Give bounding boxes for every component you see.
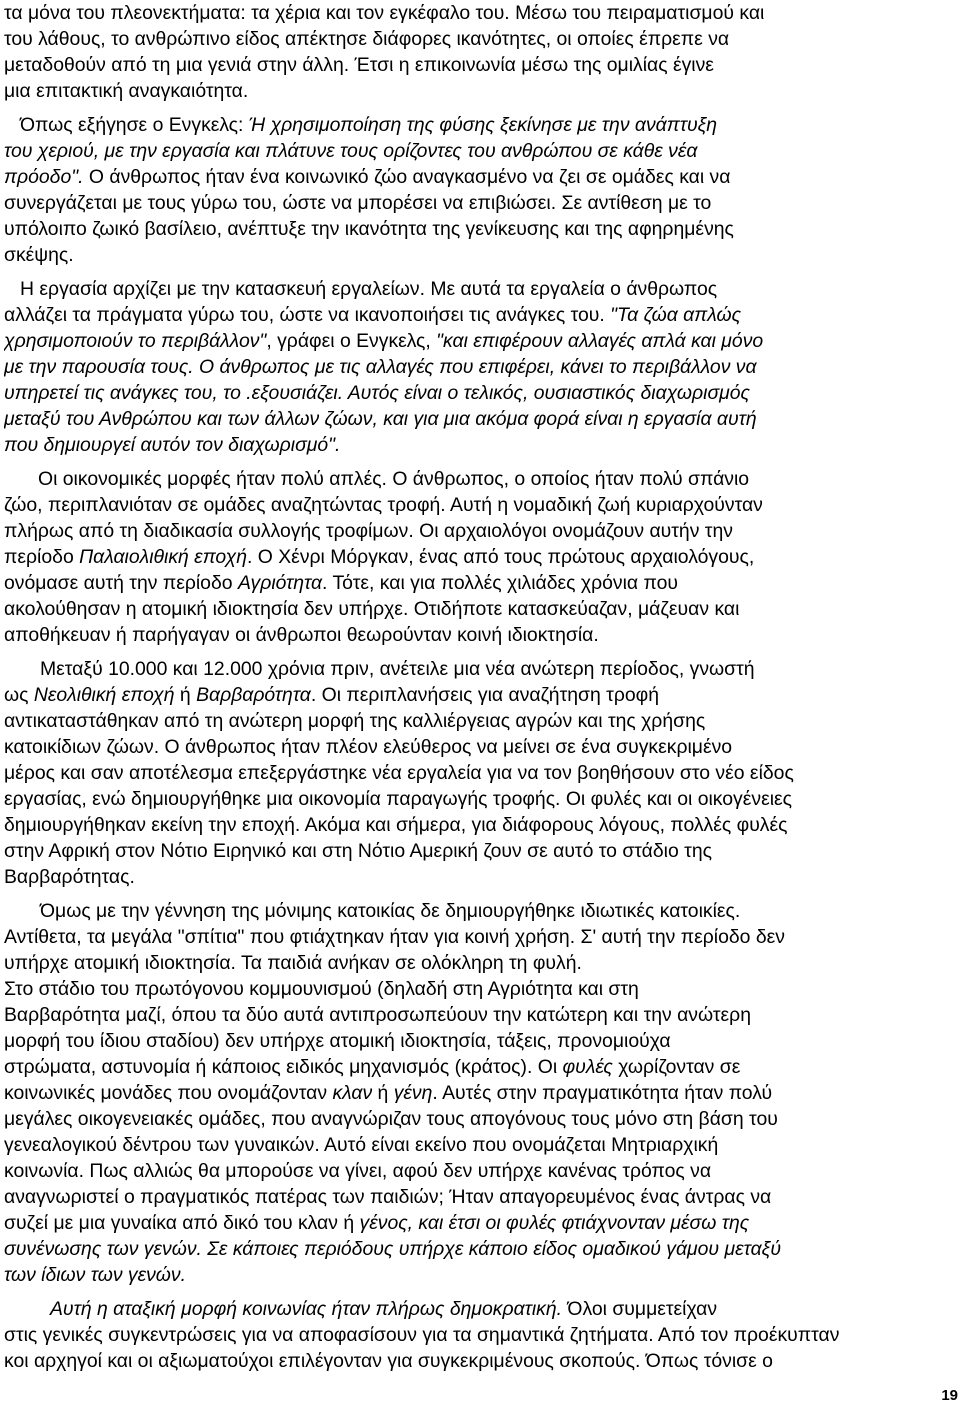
text-line: εργασίας, ενώ δημιουργήθηκε μια οικονομία παραγωγής τροφής. Οι φυλές και οι οικογένειες: [4, 788, 793, 810]
text-line: ζώο, περιπλανιόταν σε ομάδες αναζητώντας τροφή. Αυτή η νομαδική ζωή κυριαρχούνταν: [4, 494, 763, 516]
text-line: αλλάζει τα πράγματα γύρω του, ώστε να ικανοποιήσει τις ανάγκες του. "Τα ζώα απλώς: [4, 304, 742, 326]
paragraph: [4, 898, 954, 1288]
text-line: μεγάλες οικογενειακές ομάδες, που αναγνώριζαν τους απογόνους τους μόνο στη βάση του: [4, 1108, 778, 1130]
text-line: υπόλοιπο ζωικό βασίλειο, ανέπτυξε την ικανότητα της γενίκευσης και της αφηρημένης: [4, 218, 734, 240]
text-line: κοι αρχηγοί και οι αξιωματούχοι επιλέγονταν για συγκεκριμένους σκοπούς. Όπως τόνισε ο: [4, 1350, 773, 1372]
text-line: πρόοδο". Ο άνθρωπος ήταν ένα κοινωνικό ζώο αναγκασμένο να ζει σε ομάδες και να: [4, 166, 731, 188]
text-line: αντικαταστάθηκαν από τη ανώτερη μορφή της καλλιέργειας αγρών και της χρήσης: [4, 710, 706, 732]
paragraph: [4, 656, 954, 890]
text-line: πλήρως από τη διαδικασία συλλογής τροφίμων. Οι αρχαιολόγοι ονομάζουν αυτήν την: [4, 520, 733, 542]
text-line: ως Νεολιθική εποχή ή Βαρβαρότητα. Οι περιπλανήσεις για αναζήτηση τροφή: [4, 684, 660, 706]
text-line: στην Αφρική στον Νότιο Ειρηνικό και στη Νότιο Αμερική ζουν σε αυτό το στάδιο της: [4, 840, 712, 862]
text-line: χρησιμοποιούν το περιβάλλον", γράφει ο Ενγκελς, "και επιφέρουν αλλαγές απλά και μόνο: [4, 330, 764, 352]
text-line: συνεργάζεται με τους γύρω του, ώστε να μπορέσει να επιβιώσει. Σε αντίθεση με το: [4, 192, 712, 214]
page-number: 19: [941, 1387, 958, 1404]
text-line: ακολούθησαν η ατομική ιδιοκτησία δεν υπήρχε. Οτιδήποτε κατασκεύαζαν, μάζευαν και: [4, 598, 740, 620]
text-line: Όπως εξήγησε ο Ενγκελς: Ή χρησιμοποίηση της φύσης ξεκίνησε με την ανάπτυξη: [20, 114, 718, 136]
text-line: μεταξύ του Ανθρώπου και των άλλων ζώων, και για μια ακόμα φορά είναι η εργασία αυτή: [4, 408, 757, 430]
text-line: του λάθους, το ανθρώπινο είδος απέκτησε διάφορες ικανότητες, οι οποίες έπρεπε να: [4, 28, 730, 50]
text-line: συζεί με μια γυναίκα από δικό του κλαν ή γένος, και έτσι οι φυλές φτιάχνονταν μέσω της: [4, 1212, 750, 1234]
text-line: μεταδοθούν από τη μια γενιά στην άλλη. Έτσι η επικοινωνία μέσω της ομιλίας έγινε: [4, 54, 714, 76]
paragraph: [4, 0, 954, 104]
text-line: υπήρχε ατομική ιδιοκτησία. Τα παιδιά ανήκαν σε ολόκληρη τη φυλή.: [4, 952, 582, 974]
text-line: Η εργασία αρχίζει με την κατασκευή εργαλείων. Με αυτά τα εργαλεία ο άνθρωπος: [20, 278, 718, 300]
text-line: κοινωνία. Πως αλλιώς θα μπορούσε να γίνει, αφού δεν υπήρχε κανένας τρόπος να: [4, 1160, 712, 1182]
text-line: στις γενικές συγκεντρώσεις για να αποφασίσουν για τα σημαντικά ζητήματα. Από τον προέκυπταν: [4, 1324, 840, 1346]
text-line: Αυτή η αταξική μορφή κοινωνίας ήταν πλήρως δημοκρατική. Όλοι συμμετείχαν: [50, 1298, 718, 1320]
text-line: αναγνωριστεί ο πραγματικός πατέρας των παιδιών; Ήταν απαγορευμένος ένας άντρας να: [4, 1186, 772, 1208]
text-line: κατοικίδιων ζώων. Ο άνθρωπος ήταν πλέον ελεύθερος να μείνει σε ένα συγκεκριμένο: [4, 736, 733, 758]
text-line: των ίδιων των γενών.: [4, 1264, 186, 1286]
text-line: Βαρβαρότητα μαζί, όπου τα δύο αυτά αντιπροσωπεύουν την κατώτερη και την ανώτερη: [4, 1004, 751, 1026]
text-line: κοινωνικές μονάδες που ονομάζονταν κλαν ή γένη. Αυτές στην πραγματικότητα ήταν πολύ: [4, 1082, 773, 1104]
text-line: στρώματα, αστυνομία ή κάποιος ειδικός μηχανισμός (κράτος). Οι φυλές χωρίζονταν σε: [4, 1056, 741, 1078]
paragraph: [4, 276, 954, 458]
text-line: που δημιουργεί αυτόν τον διαχωρισμό".: [4, 434, 341, 456]
document-page: [4, 0, 954, 1374]
text-line: αποθήκευαν ή παρήγαγαν οι άνθρωποι θεωρούνταν κοινή ιδιοκτησία.: [4, 624, 599, 646]
paragraph: [4, 466, 954, 648]
text-line: συνένωσης των γενών. Σε κάποιες περιόδους υπήρχε κάποιο είδος ομαδικού γάμου μεταξύ: [4, 1238, 781, 1260]
text-line: υπηρετεί τις ανάγκες του, το .εξουσιάζει. Αυτός είναι ο τελικός, ουσιαστικός διαχωρισμός: [4, 382, 750, 404]
paragraph: [4, 1296, 954, 1374]
text-line: με την παρουσία τους. Ο άνθρωπος με τις αλλαγές που επιφέρει, κάνει το περιβάλλον να: [4, 356, 757, 378]
text-line: μια επιτακτική αναγκαιότητα.: [4, 80, 249, 102]
paragraph: [4, 112, 954, 268]
text-line: μορφή του ίδιου σταδίου) δεν υπήρχε ατομική ιδιοκτησία, τάξεις, προνομιούχα: [4, 1030, 671, 1052]
text-line: Μεταξύ 10.000 και 12.000 χρόνια πριν, ανέτειλε μια νέα ανώτερη περίοδος, γνωστή: [40, 658, 755, 680]
text-line: Αντίθετα, τα μεγάλα "σπίτια" που φτιάχτηκαν ήταν για κοινή χρήση. Σ' αυτή την περίοδο δεν: [4, 926, 785, 948]
text-line: δημιουργήθηκαν εκείνη την εποχή. Ακόμα και σήμερα, για διάφορους λόγους, πολλές φυλές: [4, 814, 788, 836]
text-line: Βαρβαρότητας.: [4, 866, 135, 888]
text-line: Στο στάδιο του πρωτόγονου κομμουνισμού (δηλαδή στη Αγριότητα και στη: [4, 978, 639, 1000]
text-line: σκέψης.: [4, 244, 74, 266]
text-line: Όμως με την γέννηση της μόνιμης κατοικίας δε δημιουργήθηκε ιδιωτικές κατοικίες.: [40, 900, 741, 922]
text-line: γενεαλογικού δέντρου των γυναικών. Αυτό είναι εκείνο που ονομάζεται Μητριαρχική: [4, 1134, 719, 1156]
text-line: του χεριού, με την εργασία και πλάτυνε τους ορίζοντες του ανθρώπου σε κάθε νέα: [4, 140, 698, 162]
text-line: Οι οικονομικές μορφές ήταν πολύ απλές. Ο άνθρωπος, ο οποίος ήταν πολύ σπάνιο: [38, 468, 750, 490]
text-line: μέρος και σαν αποτέλεσμα επεξεργάστηκε νέα εργαλεία για να τον βοηθήσουν στο νέο είδος: [4, 762, 794, 784]
text-line: ονόμασε αυτή την περίοδο Αγριότητα. Τότε, και για πολλές χιλιάδες χρόνια που: [4, 572, 678, 594]
text-line: περίοδο Παλαιολιθική εποχή. Ο Χένρι Μόργκαν, ένας από τους πρώτους αρχαιολόγους,: [4, 546, 755, 568]
text-line: τα μόνα του πλεονεκτήματα: τα χέρια και τον εγκέφαλο του. Μέσω του πειραματισμού και: [4, 2, 765, 24]
